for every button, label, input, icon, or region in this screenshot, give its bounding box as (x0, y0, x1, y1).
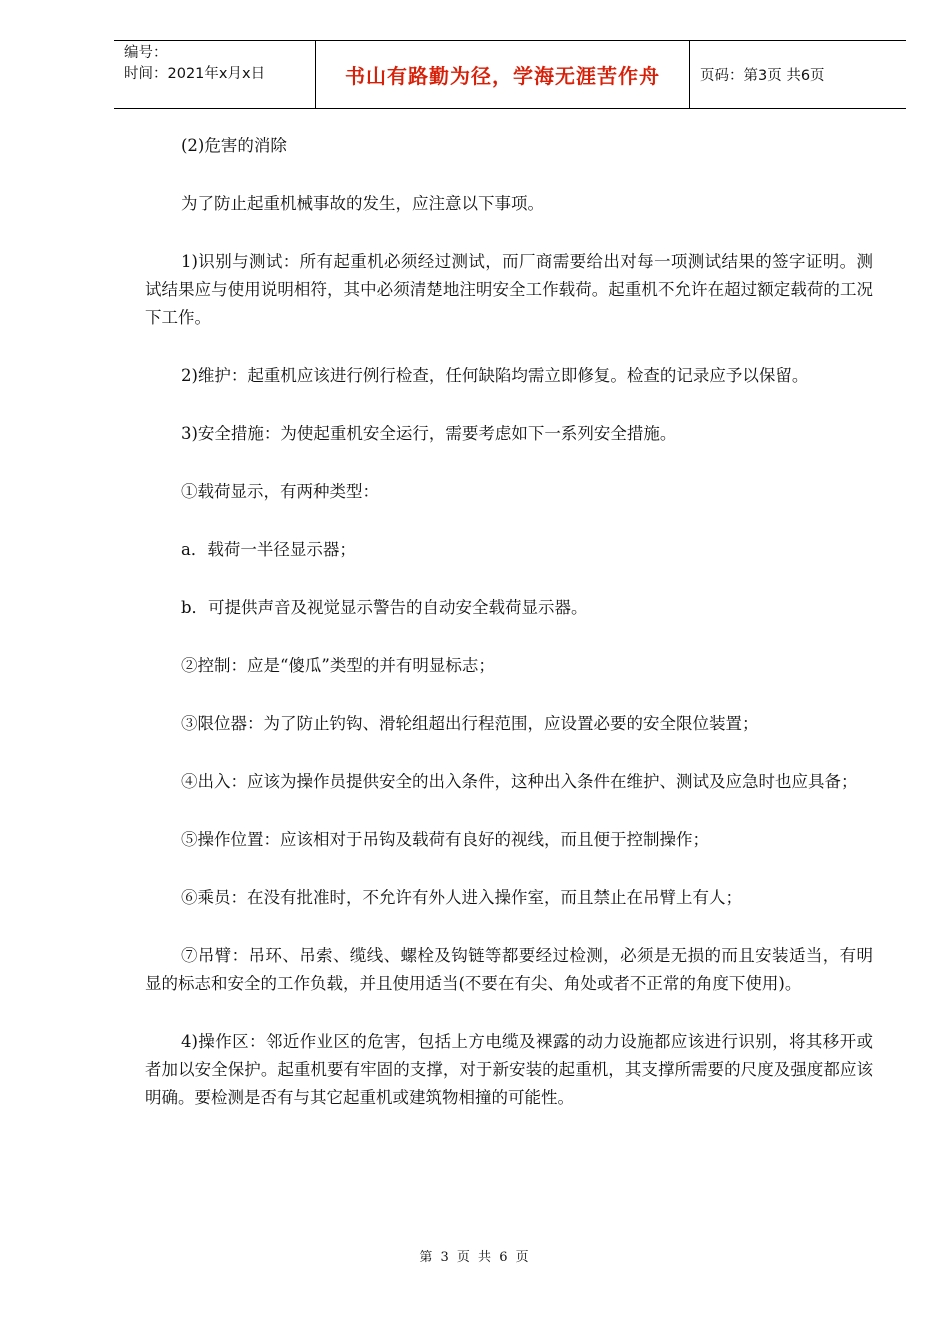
list-item: ①载荷显示，有两种类型： (181, 482, 379, 501)
header-page-cell (690, 41, 906, 108)
body-paragraph: 3)安全措施：为使起重机安全运行，需要考虑如下一系列安全措施。 (181, 424, 677, 443)
body-paragraph: 4)操作区：邻近作业区的危害，包括上方电缆及裸露的动力设施都应该进行识别，将其移开或者加以安全保护。起重机要有牢固的支撑，对于新安装的起重机，其支撑所需要的尺度及强度都应该明确。要检测是否有与其它起重机或建筑物相撞的可能性。 (145, 1032, 873, 1107)
document-time: 时间：2021年x月x日 (124, 66, 266, 82)
list-item: b．可提供声音及视觉显示警告的自动安全载荷显示器。 (181, 598, 588, 617)
section-heading: (2)危害的消除 (181, 136, 287, 155)
body-paragraph: 2)维护：起重机应该进行例行检查，任何缺陷均需立即修复。检查的记录应予以保留。 (181, 366, 809, 385)
page-header (114, 40, 906, 109)
document-body (145, 132, 873, 1142)
document-number-label: 编号： (124, 45, 168, 61)
list-item: ③限位器：为了防止钓钩、滑轮组超出行程范围，应设置必要的安全限位装置； (181, 714, 759, 733)
list-item: ④出入：应该为操作员提供安全的出入条件，这种出入条件在维护、测试及应急时也应具备； (181, 772, 858, 791)
list-item: ②控制：应是“傻瓜”类型的并有明显标志； (181, 656, 495, 675)
header-meta (114, 41, 316, 108)
page-footer: 第 3 页 共 6 页 (419, 1250, 531, 1265)
list-item: ⑥乘员：在没有批准时，不允许有外人进入操作室，而且禁止在吊臂上有人； (181, 888, 742, 907)
list-item: ⑤操作位置：应该相对于吊钩及载荷有良好的视线，而且便于控制操作； (181, 830, 709, 849)
body-paragraph: 1)识别与测试：所有起重机必须经过测试，而厂商需要给出对每一项测试结果的签字证明。测试结果应与使用说明相符，其中必须清楚地注明安全工作载荷。起重机不允许在超过额定载荷的工况下工作。 (145, 252, 873, 327)
header-motto: 书山有路勤为径，学海无涯苦作舟 (345, 64, 660, 88)
header-page-code: 页码：第3页 共6页 (700, 68, 825, 84)
list-item: ⑦吊臂：吊环、吊索、缆线、螺栓及钩链等都要经过检测，必须是无损的而且安装适当，有明显的标志和安全的工作负载，并且使用适当(不要在有尖、角处或者不正常的角度下使用)。 (145, 946, 873, 993)
list-item: a．载荷一半径显示器； (181, 540, 356, 559)
body-paragraph: 为了防止起重机械事故的发生，应注意以下事项。 (181, 194, 544, 213)
header-motto-cell (316, 41, 690, 108)
